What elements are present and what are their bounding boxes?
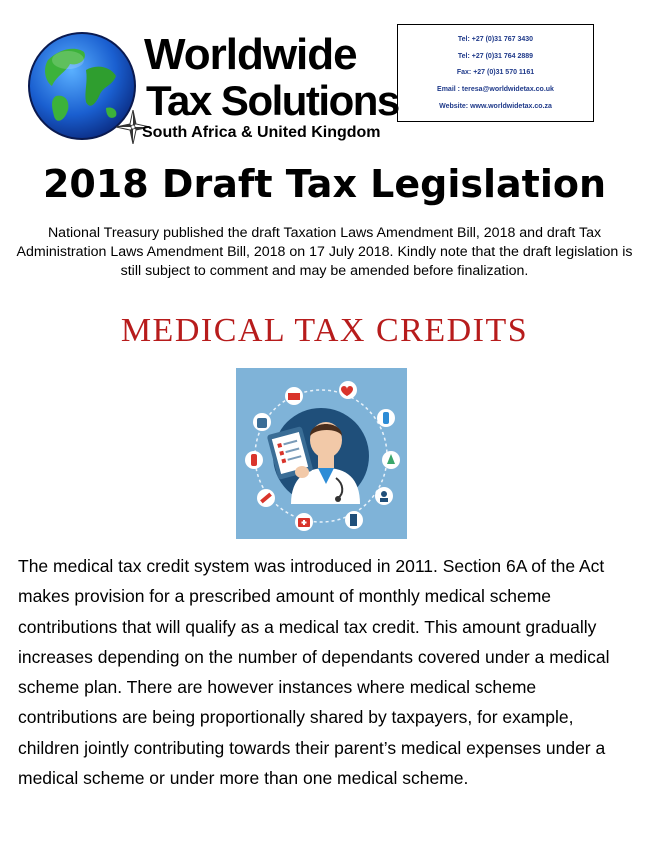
body-paragraph: The medical tax credit system was introduced in 2011. Section 6A of the Act makes provision for a prescribed amount of monthly medical scheme contributions that will qualify as a medical tax credit. This amount gradually increases depending on the number of dependants covered under a medical scheme plan. There are however instances where medical scheme contributions are being proportionally shared by taxpayers, for example, children jointly contributing towards their parent’s medical expenses under a medical scheme or under more than one medical scheme. xyxy=(18,556,610,789)
company-logo xyxy=(26,30,399,145)
contact-box xyxy=(397,24,594,122)
doctor-with-medical-icons-illustration xyxy=(236,368,407,539)
contact-tel-1: Tel: +27 (0)31 767 3430 xyxy=(457,35,534,43)
section-heading: MEDICAL TAX CREDITS xyxy=(120,312,529,349)
intro-paragraph: National Treasury published the draft Taxation Laws Amendment Bill, 2018 and draft Tax Administration Laws Amendment Bill, 2018 on 17 July 2018. Kindly note that the draft legislation is still subject to comment and may be amended before finalization. xyxy=(16,225,633,279)
contact-fax: Fax: +27 (0)31 570 1161 xyxy=(456,69,535,77)
logo-tagline: South Africa & United Kingdom xyxy=(142,124,381,141)
contact-website[interactable]: Website: www.worldwidetax.co.za xyxy=(439,103,552,111)
page-title: 2018 Draft Tax Legislation xyxy=(42,162,607,206)
contact-tel-2: Tel: +27 (0)31 764 2889 xyxy=(457,52,534,60)
contact-email[interactable]: Email : teresa@worldwidetax.co.uk xyxy=(437,86,554,94)
logo-text-tax-solutions: Tax Solutions xyxy=(146,77,399,124)
logo-text-worldwide: Worldwide xyxy=(144,30,357,79)
